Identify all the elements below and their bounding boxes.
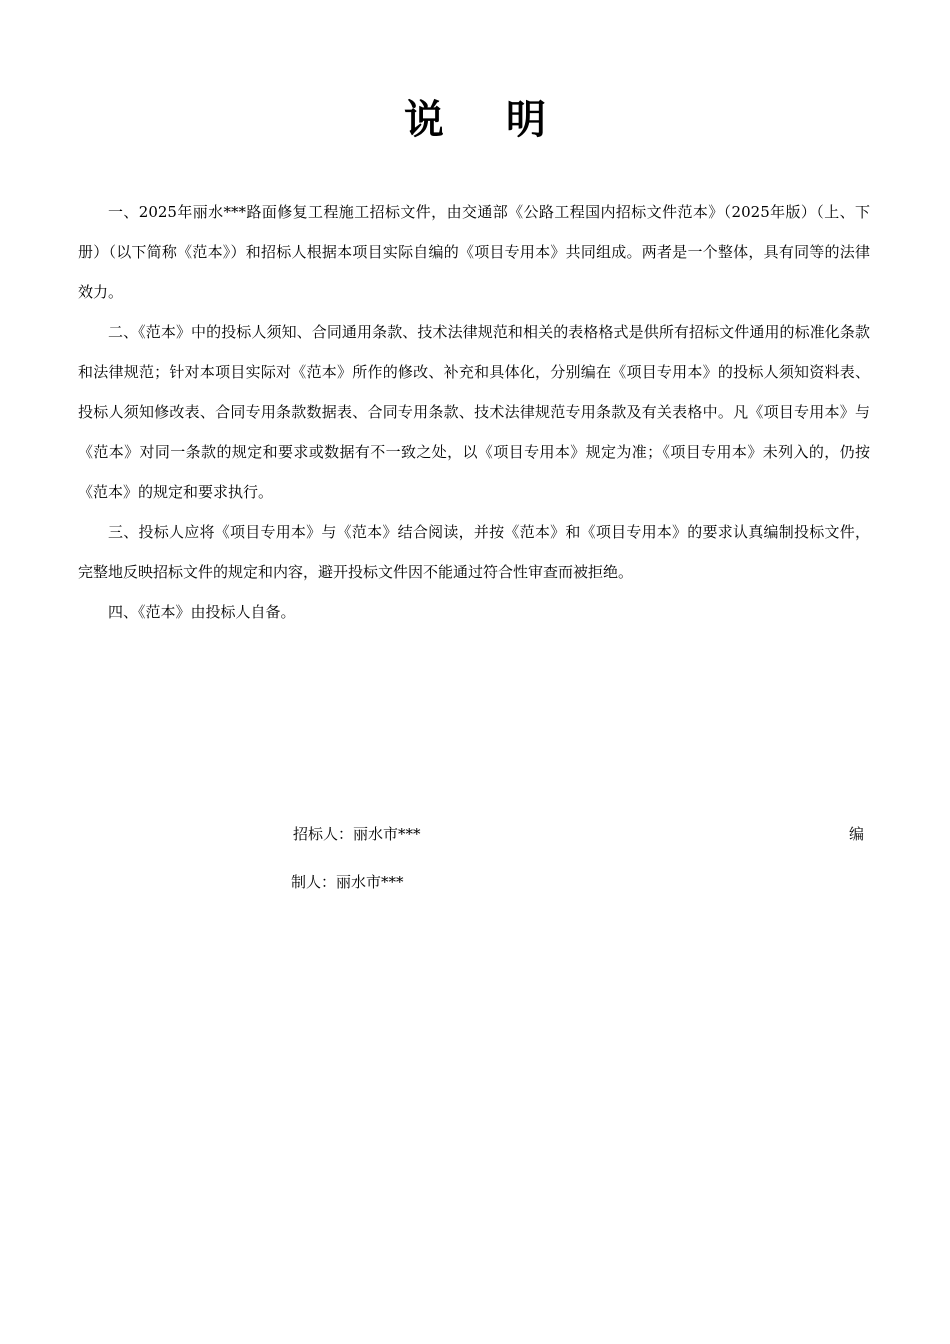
paragraph-2: 二、《范本》中的投标人须知、合同通用条款、技术法律规范和相关的表格格式是供所有招标文件通用的标准化条款和法律规范；针对本项目实际对《范本》所作的修改、补充和具体化，分别编在《项目专用本》的投标人须知资料表、投标人须知修改表、合同专用条款数据表、合同专用条款、技术法律规范专用条款及有关表格中。凡《项目专用本》与《范本》对同一条款的规定和要求或数据有不一致之处，以《项目专用本》规定为准；《项目专用本》未列入的，仍按《范本》的规定和要求执行。: [78, 323, 870, 501]
paragraph-3: 三、投标人应将《项目专用本》与《范本》结合阅读，并按《范本》和《项目专用本》的要求认真编制投标文件，完整地反映招标文件的规定和内容，避开投标文件因不能通过符合性审查而被拒绝。: [78, 523, 870, 581]
paragraph-1: 一、2025年丽水***路面修复工程施工招标文件，由交通部《公路工程国内招标文件范本》（2025年版）（上、下册）（以下简称《范本》）和招标人根据本项目实际自编的《项目专用本》共同组成。两者是一个整体，具有同等的法律效力。: [78, 203, 870, 301]
paragraph-4: 四、《范本》由投标人自备。: [108, 603, 296, 621]
signature-compiler: 制人：丽水市***: [291, 873, 404, 891]
signature-bian-char: 编: [849, 825, 865, 843]
page-title: 说明: [404, 96, 608, 143]
signature-tenderer: 招标人：丽水市***: [293, 825, 421, 843]
document-body: [78, 192, 870, 632]
